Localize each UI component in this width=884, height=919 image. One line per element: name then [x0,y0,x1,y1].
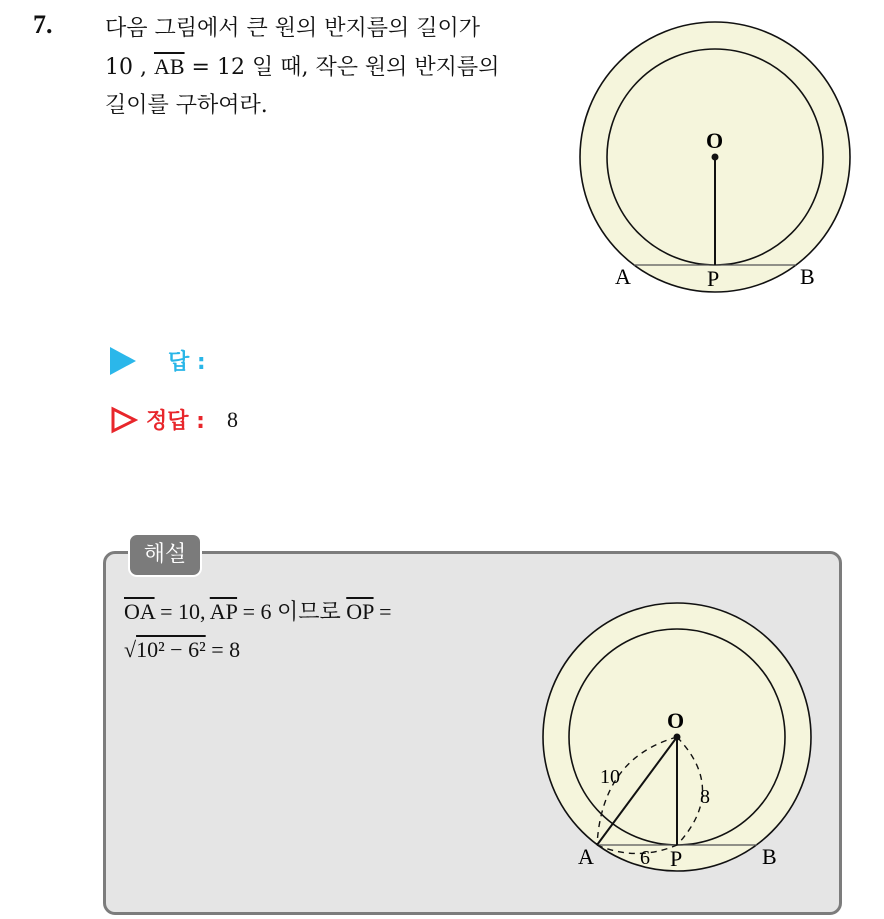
correct-answer-label: 정답 : [146,409,205,434]
answer-label: 답 : [168,350,206,375]
question-line-3: 길이를 구하여라. [105,93,268,118]
solution-eq-3: = [373,599,392,624]
question-line-1: 다음 그림에서 큰 원의 반지름의 길이가 [105,16,480,41]
solution-eq-1: = 10, [154,599,210,624]
correct-answer-row [110,404,238,435]
segment-ap: $\overline{AP}$ [209,599,238,624]
label-b: B [800,264,815,289]
label-a: A [615,264,631,289]
sqrt-sign: √ [124,637,137,662]
question-figure [575,20,855,300]
outline-arrow-icon [110,406,138,434]
question-number: 7. [33,10,53,39]
label-length-op: 8 [700,786,710,808]
solution-line-1 [124,593,391,631]
sqrt-body: 10² − 6² [136,637,206,662]
solution-eq-2: = 6 이므로 [237,599,347,624]
question-line-2-pre: 10 , [105,55,154,80]
label-o: O [706,128,724,153]
correct-answer-value: 8 [226,406,238,432]
label-p: P [707,266,720,291]
center-point [674,734,681,741]
solution-line-2 [124,631,391,669]
question-line-2-post: = 12 일 때, 작은 원의 반지름의 [184,55,500,80]
label-length-oa: 10 [600,766,620,788]
solution-text [124,593,391,669]
segment-ab: $\overline{AB}$ [153,54,185,79]
answer-row [110,345,206,376]
label-a: A [578,844,594,869]
segment-oa: $\overline{OA}$ [124,599,155,624]
label-o: O [667,708,685,733]
play-arrow-icon [110,347,136,375]
question-text [105,10,565,125]
label-length-ap: 6 [640,847,650,869]
label-b: B [762,844,777,869]
question-line-2 [105,48,565,87]
label-p: P [670,846,683,871]
solution-eq-4: = 8 [205,637,241,662]
segment-op: $\overline{OP}$ [346,599,374,624]
solution-figure [540,600,820,880]
solution-tag: 해설 [128,533,202,577]
center-point [712,154,719,161]
